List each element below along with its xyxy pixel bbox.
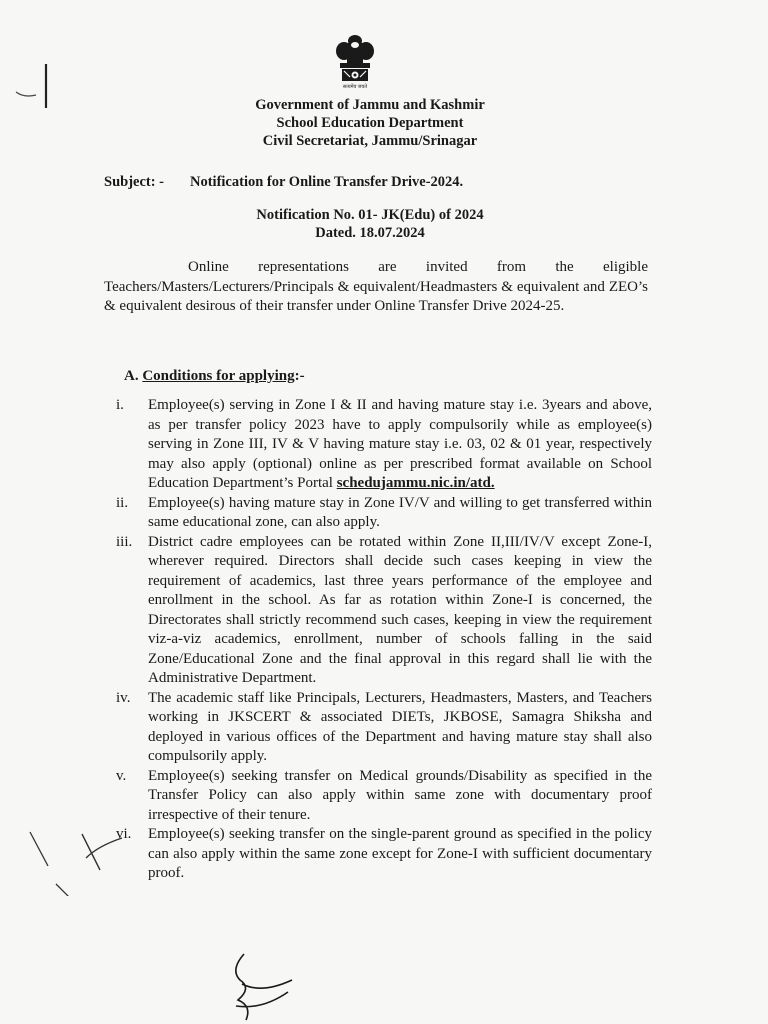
notification-block	[150, 206, 590, 242]
handwritten-mark	[26, 826, 126, 896]
header-secretariat: Civil Secretariat, Jammu/Srinagar	[262, 133, 478, 149]
section-heading	[124, 368, 305, 385]
notification-number: Notification No. 01- JK(Edu) of 2024	[256, 207, 484, 223]
letterhead	[150, 96, 590, 150]
list-item	[104, 533, 652, 689]
subject-label: Subject: -	[104, 174, 165, 190]
header-department: School Education Department	[276, 115, 464, 131]
section-letter: A.	[124, 368, 139, 384]
emblem-caption: सत्यमेव जयते	[342, 85, 368, 90]
list-item-number: vi.	[116, 826, 132, 842]
intro-paragraph: Online representations are invited from the eligible Teachers/Masters/Lecturers/Principals & equivalent/Headmasters & equivalent and ZEO’s & equivalent desirous of their transfer under Online Transfer Drive 2024-25.	[104, 259, 648, 314]
list-item-number: ii.	[116, 494, 129, 511]
portal-link[interactable]: schedujammu.nic.in/atd.	[336, 475, 495, 491]
conditions-list	[104, 396, 652, 884]
header-government: Government of Jammu and Kashmir	[255, 97, 485, 113]
list-item-number: i.	[116, 397, 124, 413]
pen-mark	[14, 62, 54, 112]
section-title: Conditions for applying	[142, 368, 295, 384]
list-item-text	[148, 396, 652, 494]
condition-text: Employee(s) serving in Zone I & II and having mature stay i.e. 3years and above, as per transfer policy 2023 have to apply compulsorily while as employee(s) serving in Zone III, IV & V having mature stay i.e. 03, 02 & 01 year, respectively may also apply (optional) online as per prescribed format available on School Education Department’s Portal	[148, 397, 652, 491]
list-item-number: v.	[116, 767, 127, 784]
list-item	[104, 825, 652, 884]
subject-text: Notification for Online Transfer Drive-2024.	[190, 174, 464, 190]
list-item-number: iii.	[116, 533, 133, 550]
list-item-number: iv.	[116, 689, 131, 706]
list-item-text: The academic staff like Principals, Lecturers, Headmasters, Masters, and Teachers working in JKSCERT & associated DIETs, JKBOSE, Samagra Shiksha and deployed in various offices of the Department and having mature stay shall also compulsorily apply.	[148, 689, 652, 764]
list-item-text: Employee(s) having mature stay in Zone IV/V and willing to get transferred within same educational zone, can also apply.	[148, 494, 652, 530]
list-item	[104, 494, 652, 533]
signature	[222, 944, 302, 1024]
list-item-text: Employee(s) seeking transfer on Medical grounds/Disability as specified in the Transfer Policy can also apply within same zone with documentary proof irrespective of their tenure.	[148, 767, 652, 823]
list-item	[104, 396, 652, 494]
list-item	[104, 689, 652, 767]
section-suffix: :-	[294, 368, 305, 384]
subject-line	[104, 174, 463, 191]
list-item-text: District cadre employees can be rotated within Zone II,III/IV/V except Zone-I, wherever required. Directors shall decide such cases keeping in view the requirement of academics, last three years performance of the employee and enrollment in the school. As far as rotation within Zone-I is concerned, the Directorates shall strictly recommend such cases, keeping in view the requirement viz-a-viz academics, enrollment, number of schools falling in the said Zone/Educational Zone and the final approval in this regard shall lie with the Administrative Department.	[148, 533, 652, 686]
list-item	[104, 767, 652, 826]
notification-date: Dated. 18.07.2024	[315, 225, 425, 241]
list-item-text: Employee(s) seeking transfer on the single-parent ground as specified in the policy can also apply within the same zone except for Zone-I with sufficient documentary proof.	[148, 826, 652, 881]
